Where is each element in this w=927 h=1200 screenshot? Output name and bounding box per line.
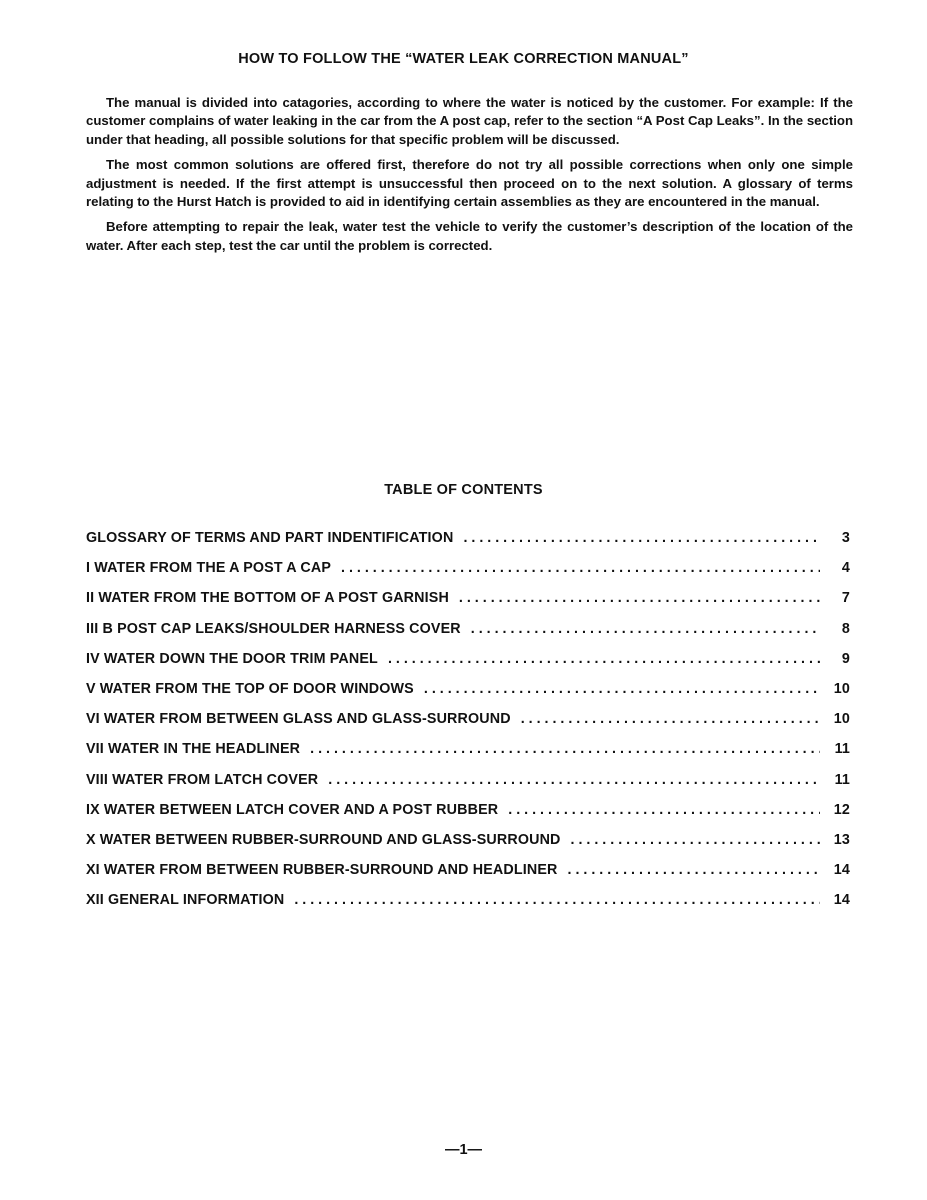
toc-entry xyxy=(86,651,850,681)
toc-entry-title: GLOSSARY OF TERMS AND PART INDENTIFICATION xyxy=(86,530,454,546)
toc-entry xyxy=(86,892,850,922)
toc-entry-page: 11 xyxy=(834,771,850,788)
toc-entry-title: IV WATER DOWN THE DOOR TRIM PANEL xyxy=(86,650,378,667)
toc-entry-title: VI WATER FROM BETWEEN GLASS AND GLASS-SURROUND xyxy=(86,711,511,728)
toc-entry-page: 9 xyxy=(841,650,850,667)
toc-entry-title: IX WATER BETWEEN LATCH COVER AND A POST RUBBER xyxy=(86,801,499,818)
toc-entry-page: 10 xyxy=(833,711,850,728)
toc-entry-title: X WATER BETWEEN RUBBER-SURROUND AND GLASS-SURROUND xyxy=(86,831,561,848)
toc-entry-page: 4 xyxy=(841,560,850,577)
toc-heading: TABLE OF CONTENTS xyxy=(384,482,543,498)
dot-leader xyxy=(388,651,820,667)
toc-entry xyxy=(86,530,850,560)
toc-entry xyxy=(86,711,850,741)
dot-leader xyxy=(341,560,820,576)
dot-leader xyxy=(310,741,820,757)
toc-entry-page: 3 xyxy=(841,530,850,546)
toc-entry-page: 14 xyxy=(833,862,850,879)
dot-leader xyxy=(424,681,820,697)
table-of-contents xyxy=(86,530,850,922)
toc-entry xyxy=(86,741,850,771)
toc-entry-page: 11 xyxy=(834,741,850,758)
toc-entry-page: 7 xyxy=(841,590,850,607)
toc-entry-page: 10 xyxy=(833,680,850,697)
intro-text xyxy=(86,94,853,262)
page-number: —1— xyxy=(444,1142,483,1158)
toc-entry-title: VII WATER IN THE HEADLINER xyxy=(86,741,301,758)
dot-leader xyxy=(459,590,820,606)
toc-entry-page: 14 xyxy=(833,892,850,909)
toc-entry-title: XII GENERAL INFORMATION xyxy=(86,892,285,909)
toc-entry-title: II WATER FROM THE BOTTOM OF A POST GARNISH xyxy=(86,590,449,607)
toc-entry-title: III B POST CAP LEAKS/SHOULDER HARNESS COVER xyxy=(86,620,461,637)
toc-entry xyxy=(86,832,850,862)
dot-leader xyxy=(328,772,820,788)
toc-entry-page: 12 xyxy=(833,801,850,818)
toc-entry xyxy=(86,560,850,590)
toc-entry-page: 13 xyxy=(833,831,850,848)
toc-entry-title: VIII WATER FROM LATCH COVER xyxy=(86,771,319,788)
toc-entry-title: V WATER FROM THE TOP OF DOOR WINDOWS xyxy=(86,680,414,697)
dot-leader xyxy=(521,711,820,727)
dot-leader xyxy=(571,832,820,848)
dot-leader xyxy=(463,530,820,546)
toc-entry-title: I WATER FROM THE A POST A CAP xyxy=(86,560,332,577)
toc-entry xyxy=(86,590,850,620)
toc-entry-page: 8 xyxy=(841,620,850,637)
dot-leader xyxy=(294,892,820,908)
toc-entry xyxy=(86,621,850,651)
toc-entry xyxy=(86,802,850,832)
dot-leader xyxy=(471,621,820,637)
dot-leader xyxy=(568,862,821,878)
toc-entry-title: XI WATER FROM BETWEEN RUBBER-SURROUND AND HEADLINER xyxy=(86,862,558,879)
intro-heading: HOW TO FOLLOW THE “WATER LEAK CORRECTION MANUAL” xyxy=(238,51,689,67)
toc-entry xyxy=(86,681,850,711)
intro-paragraph: Before attempting to repair the leak, water test the vehicle to verify the customer’s description of the location of the water. After each step, test the car until the problem is corrected. xyxy=(86,219,853,253)
dot-leader xyxy=(508,802,820,818)
intro-paragraph: The most common solutions are offered first, therefore do not try all possible corrections when only one simple adjustment is needed. If the first attempt is unsuccessful then proceed on to the next solution. A glossary of terms relating to the Hurst Hatch is provided to aid in identifying certain assemblies as they are encountered in the manual. xyxy=(86,157,853,210)
toc-entry xyxy=(86,772,850,802)
toc-entry xyxy=(86,862,850,892)
intro-paragraph: The manual is divided into catagories, according to where the water is noticed by the customer. For example: If the customer complains of water leaking in the car from the A post cap, refer to the section “A Post Cap Leaks”. In the section under that heading, all possible solutions for that specific problem will be discussed. xyxy=(86,95,853,147)
